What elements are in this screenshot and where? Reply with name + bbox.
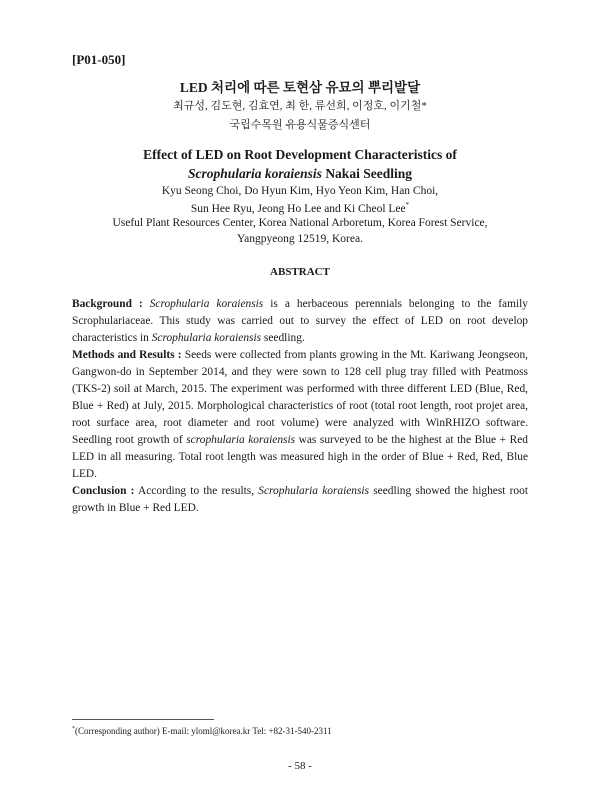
methods-paragraph: [72, 347, 528, 483]
korean-affiliation: 국립수목원 유용식물증식센터: [229, 119, 371, 131]
english-affiliation-line1: Useful Plant Resources Center, Korea National Arboretum, Korea Forest Service,: [112, 217, 488, 229]
background-label: Background :: [72, 298, 143, 310]
english-title-line2: [0, 166, 600, 182]
english-affiliation-line2: Yangpyeong 12519, Korea.: [237, 233, 363, 245]
methods-text-end: was surveyed to be the highest at the Blue + Red LED in all measuring. Total root length was measured high in the order of Blue + Red, Red, Blue LED.: [72, 434, 529, 480]
abstract-body: [72, 296, 528, 517]
background-paragraph: [72, 296, 528, 347]
conclusion-text: According to the results,: [134, 485, 259, 497]
species-name: Scrophularia koraiensis: [258, 485, 370, 497]
conclusion-text-end: seedling showed the highest root growth in Blue + Red LED.: [72, 485, 528, 514]
title-species-name: Scrophularia koraiensis: [188, 166, 322, 181]
title-rest: Nakai Seedling: [321, 166, 412, 181]
abstract-heading: ABSTRACT: [270, 266, 330, 278]
english-authors-line2: [0, 201, 600, 215]
conclusion-label: Conclusion :: [72, 485, 135, 497]
footnote-divider: [72, 719, 214, 720]
background-text-end: seedling.: [261, 332, 305, 344]
korean-title: LED 처리에 따른 토현삼 유묘의 뿌리발달: [179, 80, 421, 95]
english-authors-line2-text: Sun Hee Ryu, Jeong Ho Lee and Ki Cheol Lee: [190, 202, 406, 215]
species-name: scrophularia koraiensis: [186, 434, 296, 446]
methods-text: Seeds were collected from plants growing in the Mt. Kariwang Jeongseon, Gangwon-do in September 2014, and they were sown to 128 cell plug tray filled with Peatmoss (TKS-2) soil at March, 2015. The experiment was performed with three different LED (Blue, Red, Blue + Red) at July, 2015. Morphological characteristics of root (total root length, root projet area, root surface area, root diameter and root volume) were analyzed with WinRHIZO software. Seedling root growth of: [72, 349, 528, 446]
english-title-line1: Effect of LED on Root Development Characteristics of: [143, 147, 457, 162]
footnote: [72, 726, 332, 736]
footnote-mark: *: [72, 726, 75, 732]
page-number: - 58 -: [288, 760, 312, 772]
conclusion-paragraph: [72, 483, 528, 517]
background-text: is a herbaceous perennials belonging to the family Scrophulariaceae. This study was carried out to survey the effect of LED on root develop characteristics in: [72, 298, 528, 344]
korean-authors: 최규성, 김도현, 김효연, 최 한, 류선희, 이정호, 이기철*: [173, 100, 427, 112]
species-name: Scrophularia koraiensis: [149, 298, 264, 310]
english-authors-line1: Kyu Seong Choi, Do Hyun Kim, Hyo Yeon Kim, Han Choi,: [161, 185, 439, 197]
methods-label: Methods and Results :: [72, 349, 182, 361]
corresponding-author-mark: *: [405, 201, 410, 209]
abstract-code: [P01-050]: [72, 52, 126, 67]
species-name: Scrophularia koraiensis: [151, 332, 262, 344]
footnote-text: (Corresponding author) E-mail: yloml@korea.kr Tel: +82-31-540-2311: [75, 726, 332, 736]
